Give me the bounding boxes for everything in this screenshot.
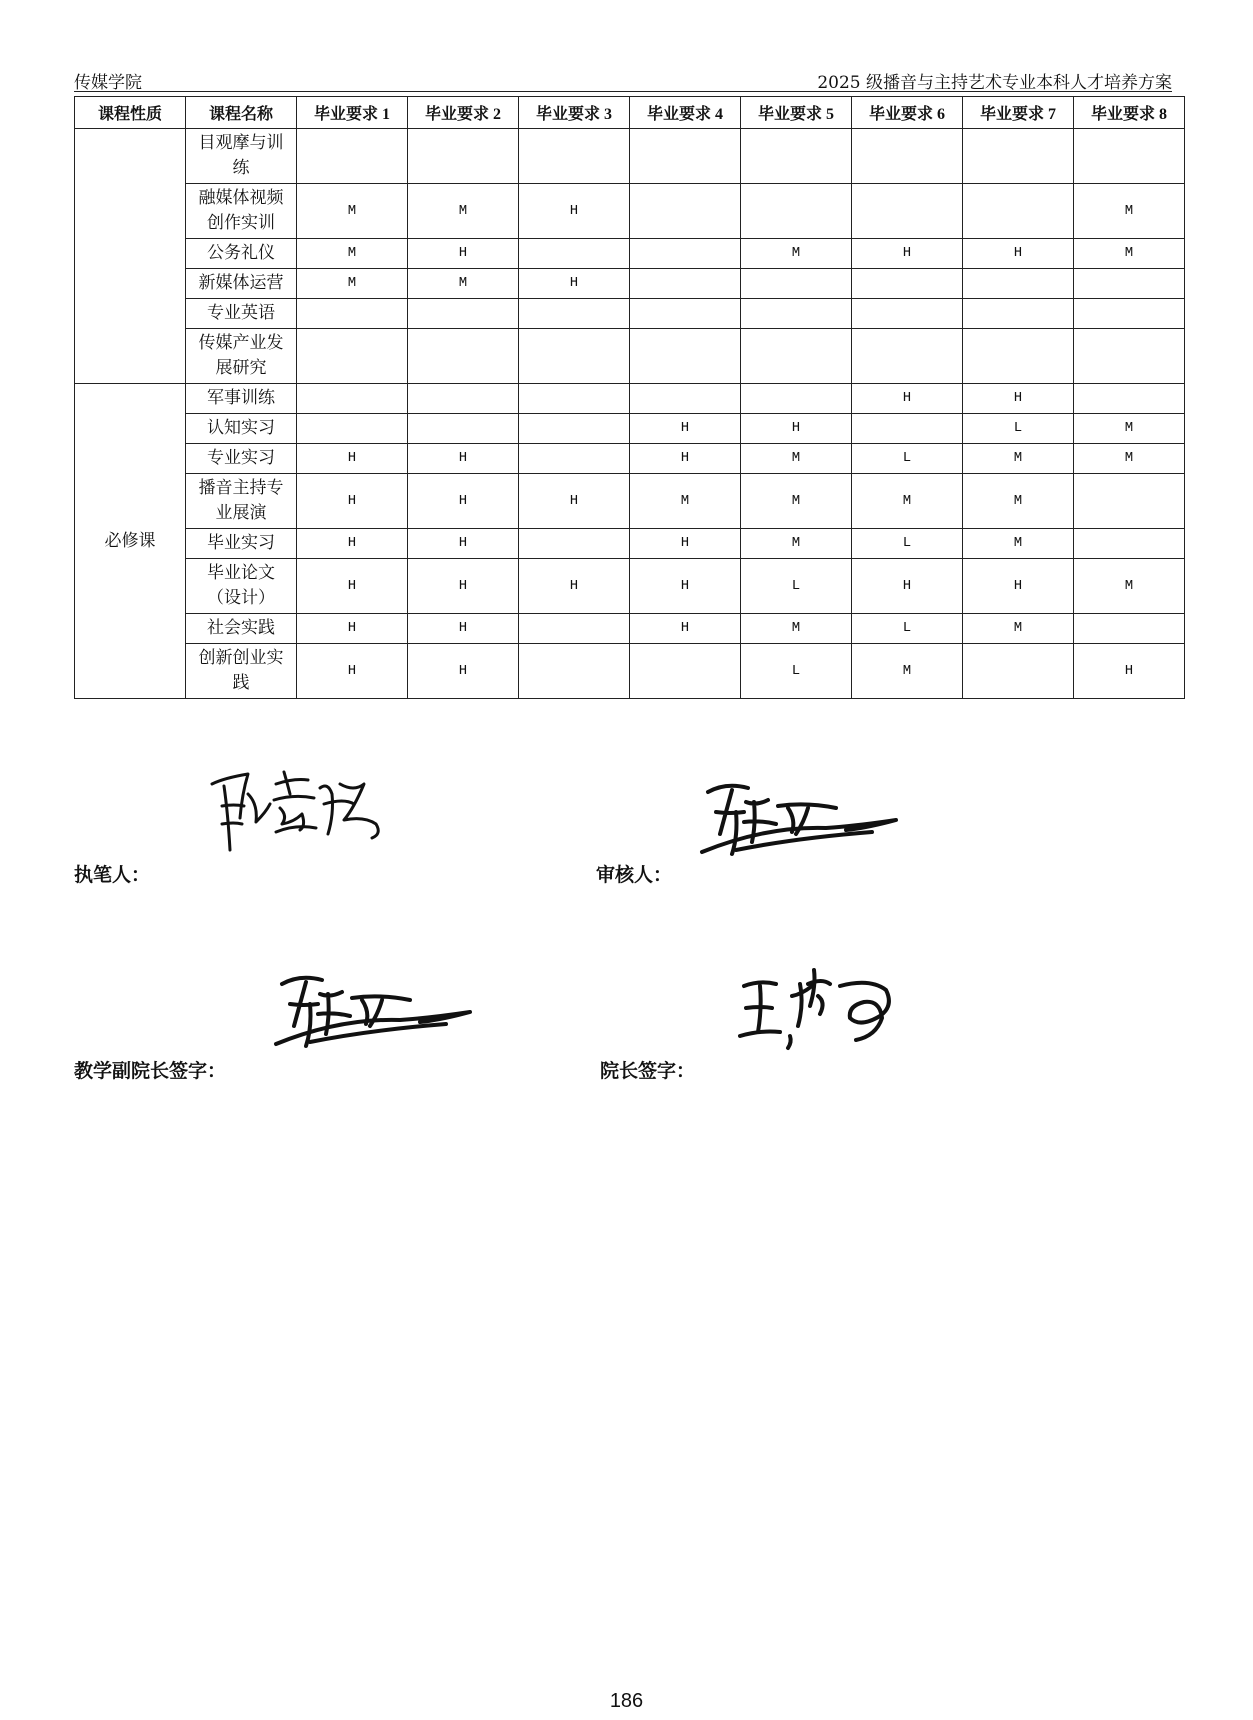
requirement-level-cell: H [630,614,741,644]
requirement-level-cell [1074,474,1185,529]
reviewer-label: 审核人： [596,864,673,886]
requirement-level-cell: H [519,559,630,614]
requirement-level-cell: H [630,529,741,559]
column-header: 毕业要求 6 [852,97,963,129]
requirement-level-cell: H [963,239,1074,269]
course-name-cell: 毕业论文（设计） [186,559,297,614]
course-name-cell: 认知实习 [186,414,297,444]
table-header-row [75,97,1185,129]
requirement-level-cell [408,329,519,384]
requirement-level-cell [741,184,852,239]
requirement-level-cell: L [741,559,852,614]
requirement-level-cell [741,299,852,329]
requirement-level-cell: H [963,559,1074,614]
table-row [75,559,1185,614]
requirement-level-cell: H [852,239,963,269]
requirement-level-cell: H [741,414,852,444]
requirement-level-cell: M [297,239,408,269]
requirement-level-cell [519,414,630,444]
requirement-level-cell: M [963,444,1074,474]
writer-signature-mark [204,764,394,874]
requirement-level-cell [630,299,741,329]
requirement-level-cell [408,414,519,444]
column-header: 课程性质 [75,97,186,129]
column-header: 毕业要求 4 [630,97,741,129]
requirement-level-cell: H [297,559,408,614]
page-header [74,68,1172,92]
requirement-level-cell: M [1074,444,1185,474]
requirement-level-cell: H [408,614,519,644]
requirement-level-cell: H [297,614,408,644]
requirement-level-cell [297,299,408,329]
requirement-level-cell [297,129,408,184]
requirement-level-cell [1074,129,1185,184]
reviewer-signature-mark [696,772,916,872]
table-row [75,239,1185,269]
requirement-level-cell [297,414,408,444]
requirement-level-cell: H [630,559,741,614]
requirement-level-cell [741,269,852,299]
column-header: 课程名称 [186,97,297,129]
requirement-level-cell [1074,299,1185,329]
requirement-level-cell [408,384,519,414]
requirement-level-cell [519,529,630,559]
course-name-cell: 目观摩与训练 [186,129,297,184]
requirement-level-cell [963,644,1074,699]
column-header: 毕业要求 8 [1074,97,1185,129]
requirement-level-cell: M [408,184,519,239]
column-header: 毕业要求 7 [963,97,1074,129]
requirement-level-cell: M [741,614,852,644]
requirement-level-cell [963,129,1074,184]
requirement-level-cell [1074,384,1185,414]
requirement-level-cell: M [408,269,519,299]
table-row [75,329,1185,384]
course-nature-cell: 必修课 [75,384,186,699]
requirement-level-cell [963,184,1074,239]
requirement-level-cell [408,129,519,184]
table-row [75,129,1185,184]
requirement-level-cell [852,129,963,184]
vice-dean-signature-block [74,1056,534,1096]
course-name-cell: 新媒体运营 [186,269,297,299]
requirement-level-cell: M [741,239,852,269]
course-name-cell: 播音主持专业展演 [186,474,297,529]
requirement-level-cell [1074,614,1185,644]
requirement-level-cell: M [297,269,408,299]
requirement-level-cell: H [408,474,519,529]
dean-signature-block [600,1056,1020,1096]
requirement-level-cell: H [963,384,1074,414]
course-name-cell: 毕业实习 [186,529,297,559]
course-name-cell: 创新创业实践 [186,644,297,699]
table-row [75,184,1185,239]
reviewer-signature-block [596,860,1016,900]
requirement-level-cell [519,444,630,474]
table-row [75,299,1185,329]
requirement-level-cell: H [519,474,630,529]
requirement-level-cell [519,329,630,384]
requirement-level-cell [852,414,963,444]
requirement-level-cell [519,239,630,269]
dean-signature-mark [730,956,930,1066]
requirement-level-cell: L [852,444,963,474]
requirement-level-cell: M [741,474,852,529]
table-row [75,614,1185,644]
course-requirement-matrix [74,96,1185,699]
vice-dean-signature-mark [270,964,490,1064]
requirement-level-cell [297,329,408,384]
requirement-level-cell: H [297,444,408,474]
requirement-level-cell: H [852,559,963,614]
requirement-level-cell [1074,269,1185,299]
requirement-level-cell: M [741,444,852,474]
header-program-title: 2025 级播音与主持艺术专业本科人才培养方案 [817,73,1172,93]
table-row [75,529,1185,559]
requirement-level-cell: M [852,474,963,529]
requirement-level-cell: H [297,474,408,529]
requirement-level-cell [630,129,741,184]
requirement-level-cell: L [963,414,1074,444]
course-nature-cell [75,129,186,384]
requirement-level-cell [1074,529,1185,559]
requirement-level-cell [519,644,630,699]
course-name-cell: 传媒产业发展研究 [186,329,297,384]
writer-signature-block [74,860,494,900]
requirement-level-cell [297,384,408,414]
requirement-level-cell: H [852,384,963,414]
requirement-level-cell [519,384,630,414]
table-row [75,444,1185,474]
page-number: 186 [609,1690,644,1712]
table-row [75,269,1185,299]
course-name-cell: 融媒体视频创作实训 [186,184,297,239]
requirement-level-cell: M [963,614,1074,644]
requirement-level-cell: H [630,444,741,474]
requirement-level-cell [630,269,741,299]
requirement-level-cell: H [1074,644,1185,699]
requirement-level-cell [852,269,963,299]
requirement-level-cell [852,184,963,239]
requirement-level-cell: H [519,184,630,239]
table-row [75,474,1185,529]
requirement-level-cell: H [408,444,519,474]
requirement-level-cell [852,299,963,329]
column-header: 毕业要求 3 [519,97,630,129]
requirement-level-cell: M [741,529,852,559]
requirement-level-cell: M [1074,184,1185,239]
requirement-level-cell [963,329,1074,384]
course-name-cell: 专业实习 [186,444,297,474]
requirement-level-cell [963,299,1074,329]
requirement-level-cell [630,184,741,239]
requirement-level-cell: M [963,529,1074,559]
writer-label: 执笔人： [74,864,151,886]
requirement-level-cell: H [297,644,408,699]
table-row [75,384,1185,414]
requirement-level-cell [741,384,852,414]
dean-label: 院长签字： [600,1060,696,1082]
requirement-level-cell: H [408,239,519,269]
course-name-cell: 公务礼仪 [186,239,297,269]
requirement-level-cell [963,269,1074,299]
requirement-level-cell [741,329,852,384]
requirement-level-cell: M [852,644,963,699]
table-body [75,129,1185,699]
requirement-level-cell: H [408,529,519,559]
requirement-level-cell: H [519,269,630,299]
header-rule [74,91,1172,92]
course-name-cell: 专业英语 [186,299,297,329]
requirement-level-cell [408,299,519,329]
requirement-level-cell [852,329,963,384]
requirement-level-cell [519,299,630,329]
requirement-level-cell: H [408,559,519,614]
requirement-level-cell: M [1074,414,1185,444]
course-name-cell: 社会实践 [186,614,297,644]
requirement-level-cell [519,129,630,184]
column-header: 毕业要求 1 [297,97,408,129]
requirement-level-cell: M [1074,239,1185,269]
requirement-level-cell: H [630,414,741,444]
column-header: 毕业要求 5 [741,97,852,129]
requirement-level-cell [519,614,630,644]
requirement-level-cell: H [297,529,408,559]
vice-dean-label: 教学副院长签字： [74,1060,227,1082]
header-college: 传媒学院 [74,73,142,93]
requirement-level-cell [1074,329,1185,384]
requirement-level-cell: L [852,529,963,559]
requirement-level-cell: M [1074,559,1185,614]
requirement-level-cell [630,644,741,699]
table-row [75,414,1185,444]
requirement-level-cell [630,239,741,269]
requirement-level-cell [630,384,741,414]
requirement-level-cell: L [741,644,852,699]
requirement-level-cell: H [408,644,519,699]
requirement-level-cell: M [630,474,741,529]
course-name-cell: 军事训练 [186,384,297,414]
requirement-level-cell [741,129,852,184]
requirement-level-cell: M [963,474,1074,529]
requirement-level-cell: M [297,184,408,239]
requirement-level-cell [630,329,741,384]
requirement-level-cell: L [852,614,963,644]
table-row [75,644,1185,699]
column-header: 毕业要求 2 [408,97,519,129]
